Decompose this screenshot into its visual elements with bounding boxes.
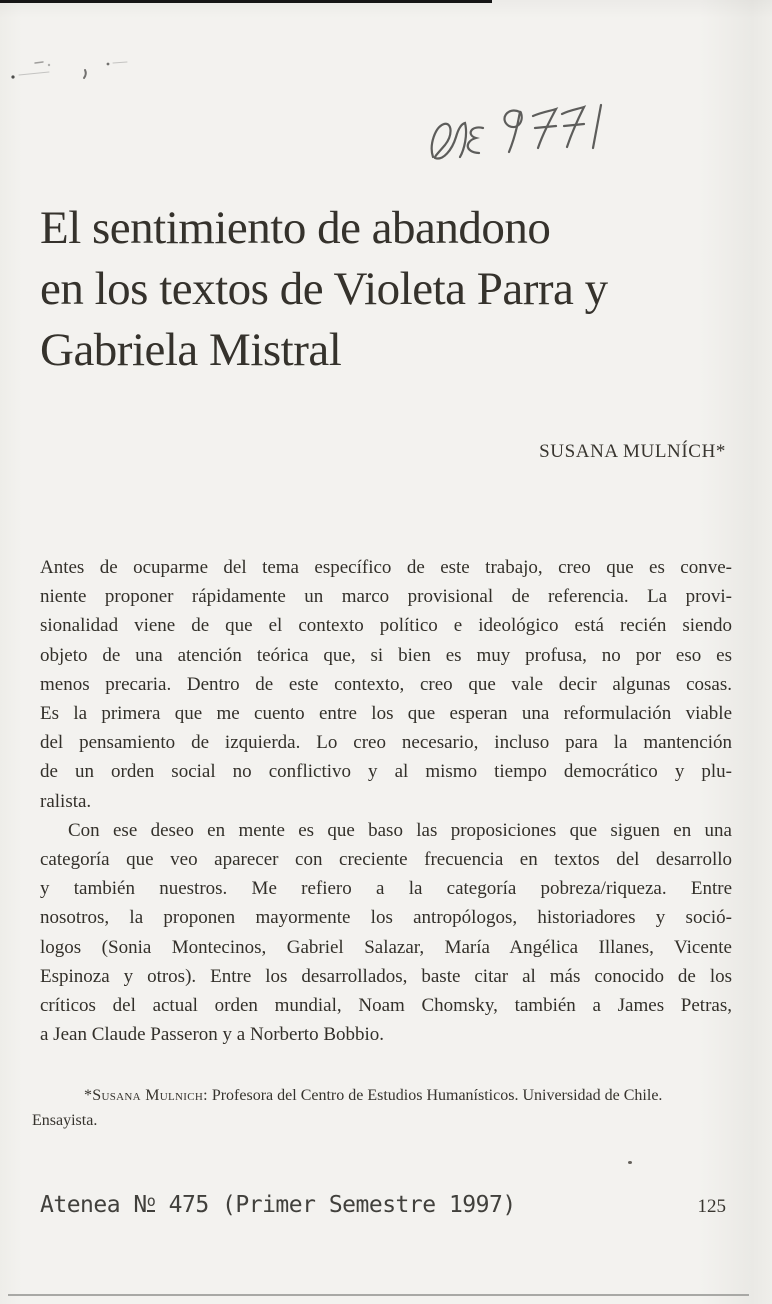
pencil-marks (5, 55, 135, 90)
paragraph (40, 816, 732, 1050)
paragraph (40, 553, 732, 816)
page-footer (40, 1192, 732, 1218)
text-line: El sentimiento de abandono (40, 202, 551, 254)
text-line: Con ese deseo en mente es que baso las proposiciones que siguen en una (68, 819, 732, 841)
footnote-affiliation: Profesora del Centro de Estudios Humanísticos. Universidad de Chile. (207, 1087, 663, 1104)
text-line: logos (Sonia Montecinos, Gabriel Salazar, María Angélica Illanes, Vicente (40, 936, 732, 958)
text-line: críticos del actual orden mundial, Noam Chomsky, también a James Petras, (40, 995, 732, 1017)
text-line: del pensamiento de izquierda. Lo creo necesario, incluso para la mantención (40, 732, 732, 754)
text-line: Es la primera que me cuento entre los que esperan una reformulación viable (40, 703, 732, 725)
text-line: objeto de una atención teórica que, si bien es muy profusa, no por eso es (40, 644, 732, 666)
text-line: ralista. (40, 790, 92, 812)
text-line: y también nuestros. Me refiero a la categoría pobreza/riqueza. Entre (40, 878, 732, 900)
text-line: categoría que veo aparecer con creciente frecuencia en textos del desarrollo (40, 849, 732, 871)
scan-top-edge-bar (0, 0, 492, 3)
scan-bottom-edge-line (8, 1294, 749, 1296)
text-line: de un orden social no conflictivo y al mismo tiempo democrático y plu- (40, 761, 732, 783)
page-number: 125 (697, 1196, 726, 1217)
text-line: en los textos de Violeta Parra y (40, 263, 608, 315)
text-line: Espinoza y otros). Entre los desarrollados, baste citar al más conocido de los (40, 965, 732, 987)
ordinal-indicator: o (146, 1192, 156, 1210)
ink-speck (628, 1161, 632, 1164)
text-line: menos precaria. Dentro de este contexto, creo que vale decir algunas cosas. (40, 673, 732, 695)
author-footnote (32, 1083, 738, 1133)
footnote-line: Ensayista. (32, 1112, 98, 1129)
text-line: Antes de ocuparme del tema específico de este trabajo, creo que es conve- (40, 557, 732, 578)
text-line: Gabriela Mistral (40, 324, 342, 376)
article-body (40, 553, 732, 1049)
footnote-author-name: *Susana Mulnich: (84, 1087, 208, 1104)
text-line: nosotros, la proponen mayormente los antropólogos, historiadores y soció- (40, 907, 732, 929)
footnote-line (32, 1083, 738, 1108)
article-title (40, 198, 700, 381)
journal-issue-line: Atenea $N^o$ 475 (Primer Semestre 1997) (40, 1192, 516, 1218)
text-line: a Jean Claude Passeron y a Norberto Bobbio. (40, 1024, 385, 1046)
text-line: niente proponer rápidamente un marco provisional de referencia. La provi- (40, 586, 732, 608)
text-line: sionalidad viene de que el contexto político e ideológico está recién siendo (40, 615, 732, 637)
author-name: SUSANA MULNÍCH* (539, 441, 726, 462)
handwritten-note (393, 95, 618, 170)
